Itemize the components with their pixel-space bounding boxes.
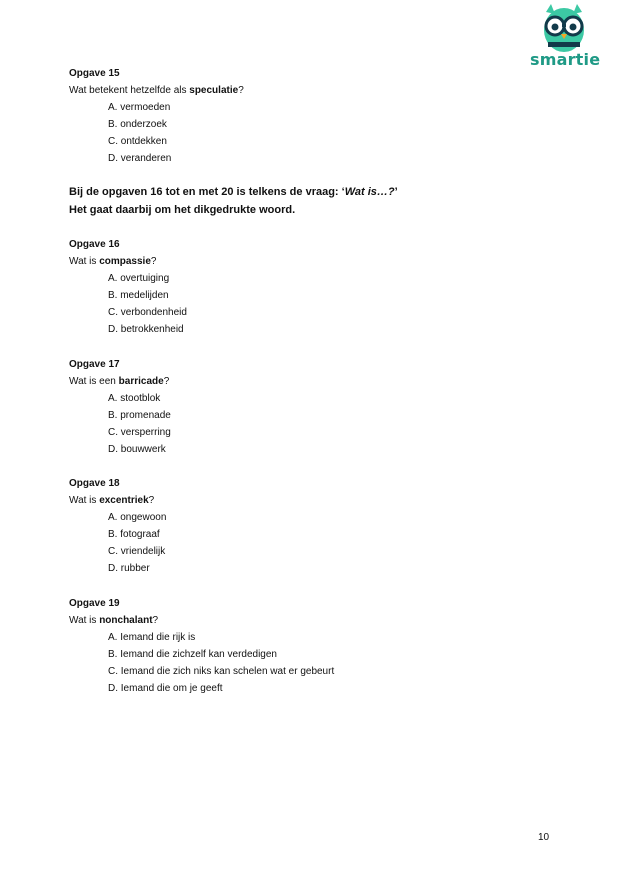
- option-b: B. Iemand die zichzelf kan verdedigen: [108, 649, 277, 660]
- instructions-line-2: Het gaat daarbij om het dikgedrukte woord.: [69, 204, 296, 216]
- option-c: C. Iemand die zich niks kan schelen wat er gebeurt: [108, 666, 335, 677]
- option-d: D. veranderen: [108, 153, 172, 164]
- question-text: Wat is compassie?: [69, 256, 157, 267]
- instructions: [69, 183, 398, 219]
- question-title: Opgave 16: [69, 239, 120, 250]
- option-a: A. Iemand die rijk is: [108, 632, 196, 643]
- question-text: Wat is een barricade?: [69, 376, 170, 387]
- question-title: Opgave 19: [69, 598, 120, 609]
- question-text: Wat is nonchalant?: [69, 615, 159, 626]
- question-16: [69, 236, 187, 338]
- option-c: C. ontdekken: [108, 136, 167, 147]
- option-a: A. vermoeden: [108, 102, 171, 113]
- option-b: B. fotograaf: [108, 529, 160, 540]
- option-c: C. versperring: [108, 427, 171, 438]
- keyword: speculatie: [189, 85, 239, 96]
- option-b: B. onderzoek: [108, 119, 167, 130]
- keyword: nonchalant: [99, 615, 153, 626]
- option-d: D. bouwwerk: [108, 444, 166, 455]
- option-b: B. promenade: [108, 410, 171, 421]
- question-text: Wat is excentriek?: [69, 495, 155, 506]
- option-c: C. verbondenheid: [108, 307, 187, 318]
- question-17: [69, 356, 171, 458]
- keyword: barricade: [118, 376, 164, 387]
- option-d: D. betrokkenheid: [108, 324, 184, 335]
- logo-wordmark: smartie: [530, 50, 601, 69]
- page-number: 10: [538, 832, 550, 843]
- option-b: B. medelijden: [108, 290, 169, 301]
- question-text: Wat betekent hetzelfde als speculatie?: [69, 85, 244, 96]
- option-a: A. stootblok: [108, 393, 161, 404]
- instructions-line-1: Bij de opgaven 16 tot en met 20 is telkens de vraag: ‘Wat is…?’: [69, 186, 398, 198]
- keyword: compassie: [99, 256, 151, 267]
- question-title: Opgave 15: [69, 68, 120, 79]
- question-title: Opgave 17: [69, 359, 120, 370]
- option-a: A. overtuiging: [108, 273, 170, 284]
- option-d: D. rubber: [108, 563, 150, 574]
- option-a: A. ongewoon: [108, 512, 167, 523]
- question-19: [69, 595, 334, 697]
- question-title: Opgave 18: [69, 478, 120, 489]
- option-c: C. vriendelijk: [108, 546, 166, 557]
- question-18: [69, 475, 166, 577]
- keyword: excentriek: [99, 495, 149, 506]
- question-15: [69, 65, 244, 167]
- option-d: D. Iemand die om je geeft: [108, 683, 223, 694]
